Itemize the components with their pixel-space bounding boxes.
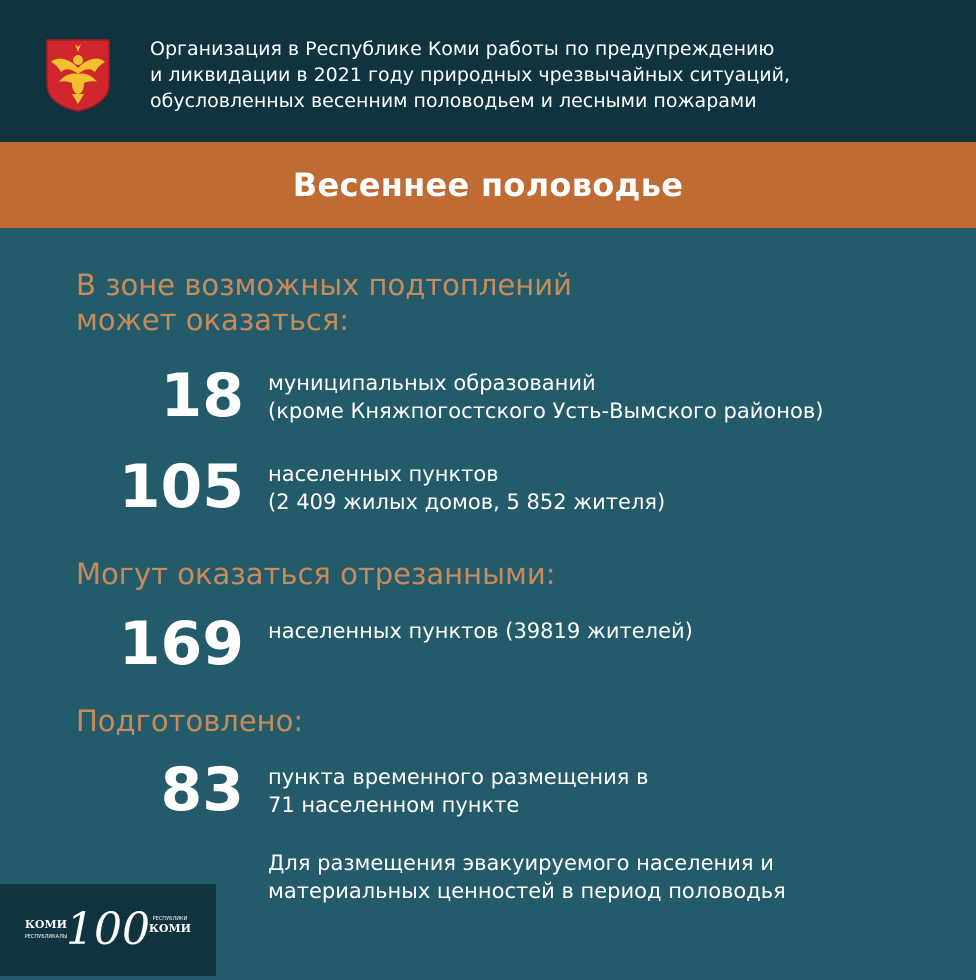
komi-100-anniversary-logo xyxy=(0,884,216,976)
stat-number: 83 xyxy=(160,755,244,825)
stat-description xyxy=(268,763,649,819)
logo-left-small: РЕСПУБЛИКАЛЫ xyxy=(24,934,68,940)
logo-left-word: КОМИ xyxy=(24,918,68,931)
stat-description xyxy=(268,460,665,516)
section-heading-line: В зоне возможных подтоплений xyxy=(76,268,572,302)
header-title xyxy=(150,36,950,114)
komi-coat-of-arms-icon xyxy=(45,38,111,112)
komi-100-logo-graphic xyxy=(0,884,216,976)
stat-description-line: населенных пунктов (39819 жителей) xyxy=(268,619,693,643)
stat-number: 169 xyxy=(118,609,244,679)
logo-right-small: РЕСПУБЛИКИ xyxy=(152,916,188,922)
section-banner xyxy=(0,142,976,228)
stat-description xyxy=(268,617,693,645)
section-heading-line: Подготовлено: xyxy=(76,704,304,738)
section-heading-cut-off xyxy=(76,557,555,592)
stat-description-line: населенных пунктов xyxy=(268,462,499,486)
section-heading-prepared xyxy=(76,704,303,739)
header-title-line: обусловленных весенним половодьем и лесными пожарами xyxy=(150,90,757,112)
logo-number: 100 xyxy=(66,904,150,955)
evacuation-note xyxy=(268,849,786,905)
stat-description-line: (2 409 жилых домов, 5 852 жителя) xyxy=(268,490,666,514)
stat-description-line: (кроме Княжпогостского Усть-Вымского районов) xyxy=(268,399,824,423)
stat-number: 105 xyxy=(118,452,244,522)
note-line: материальных ценностей в период половодья xyxy=(268,879,786,903)
stat-description xyxy=(268,369,823,425)
banner-title: Весеннее половодье xyxy=(292,166,684,204)
stat-description-line: пункта временного размещения в xyxy=(268,765,649,789)
header xyxy=(0,0,976,142)
header-title-line: и ликвидации в 2021 году природных чрезвычайных ситуаций, xyxy=(150,64,790,86)
stat-description-line: 71 населенном пункте xyxy=(268,793,520,817)
header-title-line: Организация в Республике Коми работы по предупреждению xyxy=(150,38,775,60)
stat-number: 18 xyxy=(160,361,244,431)
logo-right-word: КОМИ xyxy=(148,922,192,935)
stat-description-line: муниципальных образований xyxy=(268,371,596,395)
section-heading-line: Могут оказаться отрезанными: xyxy=(76,557,556,591)
section-heading-line: может оказаться: xyxy=(76,303,350,337)
section-heading-flood-zone xyxy=(76,268,572,338)
note-line: Для размещения эвакуируемого населения и xyxy=(268,851,774,875)
